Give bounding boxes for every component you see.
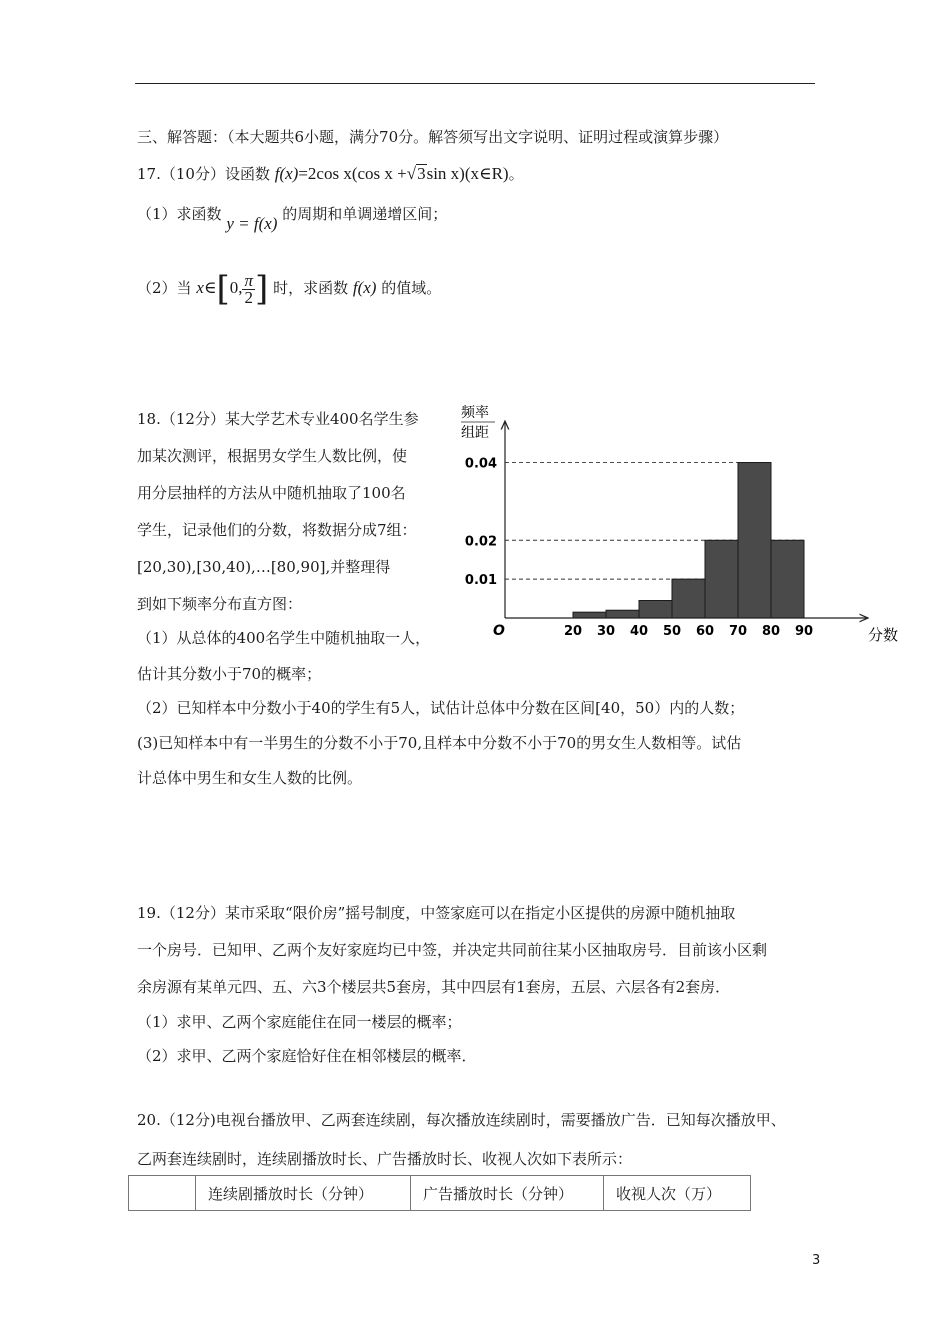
q18-line: 加某次测评，根据男女学生人数比例，使 xyxy=(137,447,408,465)
histogram-bar xyxy=(738,463,771,618)
q20-table xyxy=(128,1175,751,1211)
histogram-bar xyxy=(705,540,738,618)
q17-number: 17. xyxy=(137,165,161,183)
q17-p2-fraction: $\frac{\pi}{2}$ xyxy=(244,270,254,307)
table-header-cell xyxy=(129,1176,196,1211)
q18-line: 计总体中男生和女生人数的比例。 xyxy=(137,769,363,787)
q17-score: （10分）设函数 xyxy=(160,165,270,183)
q19-line: （1）求甲、乙两个家庭能住在同一楼层的概率； xyxy=(137,1013,462,1031)
x-tick-label: 40 xyxy=(629,624,649,639)
q18-line: [20,30),[30,40),…[80,90],并整理得 xyxy=(137,558,391,576)
q18-line: 18.（12分）某大学艺术专业400名学生参 xyxy=(137,410,419,428)
q17-p2-text: 时，求函数 xyxy=(273,279,349,297)
y-tick-label: 0.01 xyxy=(464,573,497,589)
q18-line: 估计其分数小于70的概率； xyxy=(137,665,322,683)
histogram-figure xyxy=(455,400,905,650)
x-tick-label: 90 xyxy=(794,624,814,639)
y-axis-label-top: 频率 xyxy=(461,405,489,421)
x-axis-label: 分数 xyxy=(868,626,899,644)
q17-p1-text: 的周期和单调递增区间； xyxy=(282,205,448,223)
q17-p2-left: 0, xyxy=(229,278,243,297)
q18-line: （1）从总体的400名学生中随机抽取一人， xyxy=(137,629,431,647)
histogram-bar xyxy=(639,601,672,618)
q17-part2: （2）当 x∈[0, $\frac{\pi}{2}$ ] 时，求函数 f(x) 的值域。 xyxy=(137,269,442,309)
q19-line: 余房源有某单元四、五、六3个楼层共5套房，其中四层有1套房，五层、六层各有2套房． xyxy=(137,978,731,996)
y-tick-label: 0.02 xyxy=(464,534,497,550)
q17-p2-x: x∈ xyxy=(196,278,217,297)
table-row xyxy=(129,1176,751,1211)
q17-p1-label: （1）求函数 xyxy=(137,205,222,223)
histogram-bar xyxy=(771,540,804,618)
x-tick-label: 70 xyxy=(728,624,748,639)
x-tick-label: 20 xyxy=(563,624,583,639)
q18-line: 学生，记录他们的分数，将数据分成7组： xyxy=(137,521,417,539)
q17-p2-label: （2）当 xyxy=(137,279,192,297)
x-tick-label: 60 xyxy=(695,624,715,639)
q19-line: 19.（12分）某市采取“限价房”摇号制度，中签家庭可以在指定小区提供的房源中随机抽取 xyxy=(137,904,736,922)
q20-line: 乙两套连续剧时，连续剧播放时长、广告播放时长、收视人次如下表所示： xyxy=(137,1150,633,1168)
q17-part1 xyxy=(137,204,448,233)
table-header-cell: 收视人次（万） xyxy=(604,1176,751,1211)
x-tick-label: 80 xyxy=(761,624,781,639)
q18-line: (3)已知样本中有一半男生的分数不小于70,且样本中分数不小于70的男女生人数相等。试估 xyxy=(137,734,742,752)
page-number: 3 xyxy=(812,1253,821,1268)
q20-line: 20.（12分)电视台播放甲、乙两套连续剧，每次播放连续剧时，需要播放广告．已知每次播放甲、 xyxy=(137,1111,786,1129)
q17-formula-rest: sin x)(x∈R) xyxy=(426,164,509,183)
histogram-svg xyxy=(455,400,905,650)
q17-p1-formula: y = f(x) xyxy=(226,214,278,233)
y-axis-label-bottom: 组距 xyxy=(461,425,489,441)
q19-line: （2）求甲、乙两个家庭恰好住在相邻楼层的概率． xyxy=(137,1047,477,1065)
origin-label: O xyxy=(493,623,505,639)
header-rule xyxy=(135,83,815,84)
table-header-cell: 广告播放时长（分钟） xyxy=(411,1176,604,1211)
histogram-bar xyxy=(672,579,705,618)
q17-p2-fx: f(x) xyxy=(352,278,377,297)
q17-formula-eq: =2cos x(cos x + xyxy=(298,164,407,183)
q17-formula-sqrt: 3 xyxy=(417,164,426,183)
table-header-cell: 连续剧播放时长（分钟） xyxy=(196,1176,411,1211)
x-tick-label: 30 xyxy=(596,624,616,639)
q17-formula-lhs: f(x) xyxy=(274,164,299,183)
q17-p2-end: 的值域。 xyxy=(381,279,442,297)
x-tick-label: 50 xyxy=(662,624,682,639)
q17-end: 。 xyxy=(508,165,524,183)
section-heading: 三、解答题：（本大题共6小题，满分70分。解答须写出文字说明、证明过程或演算步骤） xyxy=(137,128,729,146)
q18-line: 到如下频率分布直方图： xyxy=(137,595,303,613)
histogram-bar xyxy=(573,612,606,618)
q18-line: （2）已知样本中分数小于40的学生有5人，试估计总体中分数在区间[40，50）内的人数； xyxy=(137,699,745,717)
q18-line: 用分层抽样的方法从中随机抽取了100名 xyxy=(137,484,406,502)
q17-stem: 17.（10分）设函数 f(x)=2cos x(cos x +√3sin x)(x∈R)。 xyxy=(137,164,524,183)
histogram-bar xyxy=(606,610,639,618)
q19-line: 一个房号．已知甲、乙两个友好家庭均已中签，并决定共同前往某小区抽取房号．目前该小区剩 xyxy=(137,941,768,959)
y-tick-label: 0.04 xyxy=(464,456,497,472)
